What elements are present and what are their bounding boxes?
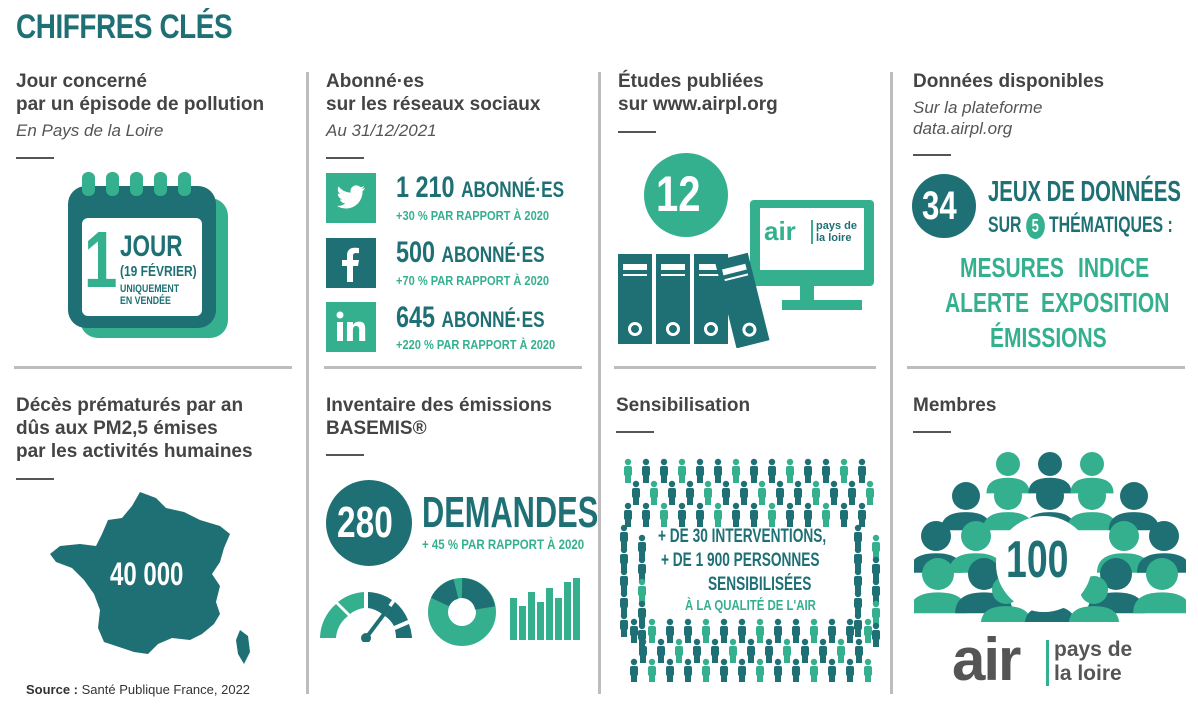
person-icon: [854, 547, 862, 571]
person-icon: [855, 639, 863, 663]
panel-title: [16, 70, 264, 116]
person-icon: [750, 459, 758, 483]
facebook-count: [396, 237, 545, 271]
person-icon: [840, 503, 848, 527]
person-icon: [620, 569, 628, 593]
person-icon: [639, 639, 647, 663]
count-label: ABONNÉ·ES: [441, 242, 545, 267]
person-icon: [638, 601, 646, 625]
person-icon: [854, 613, 862, 637]
divider-dash: [326, 454, 364, 456]
person-icon: [702, 619, 710, 643]
person-icon: [720, 619, 728, 643]
pollution-note: EN VENDÉE: [120, 295, 171, 307]
count-label: ABONNÉ·ES: [441, 307, 545, 332]
source-text: Santé Publique France, 2022: [81, 682, 251, 697]
count-label: ABONNÉ·ES: [461, 177, 565, 202]
person-icon: [650, 481, 658, 505]
person-icon: [858, 503, 866, 527]
title-line: Inventaire des émissions: [326, 395, 552, 416]
awareness-line-1: + DE 30 INTERVENTIONS,: [658, 526, 827, 547]
requests-label: DEMANDES: [422, 488, 599, 537]
person-icon: [738, 659, 746, 682]
person-icon: [828, 619, 836, 643]
person-icon: [854, 525, 862, 549]
person-icon: [854, 591, 862, 615]
person-icon: [666, 619, 674, 643]
person-icon: [756, 619, 764, 643]
bar-chart-icon: [510, 578, 584, 640]
screen-logo-air: air: [764, 216, 796, 246]
deaths-number: 40 000: [110, 556, 184, 592]
person-icon: [620, 613, 628, 637]
datasets-label: JEUX DE DONNÉES: [988, 176, 1181, 208]
person-icon: [630, 659, 638, 682]
person-icon: [720, 659, 728, 682]
person-icon: [747, 639, 755, 663]
title-line: par un épisode de pollution: [16, 94, 265, 115]
person-icon: [638, 535, 646, 559]
gauge-icon: [318, 592, 414, 642]
person-icon: [638, 579, 646, 603]
person-icon: [786, 503, 794, 527]
subtitle-line: Sur la plateforme: [913, 98, 1043, 117]
members-number: 100: [1006, 531, 1069, 589]
person-icon: [722, 481, 730, 505]
divider-dash: [16, 478, 54, 480]
person-icon: [638, 557, 646, 581]
person-icon: [804, 503, 812, 527]
requests-number: 280: [337, 498, 393, 547]
pollution-number: 1: [84, 215, 118, 304]
title-line: sur les réseaux sociaux: [326, 94, 541, 115]
panel-title: [618, 70, 778, 116]
panel-title: [326, 70, 540, 116]
awareness-line-3: SENSIBILISÉES: [708, 574, 812, 595]
panel-subtitle: Au 31/12/2021: [326, 121, 437, 140]
linkedin-growth: +220 % PAR RAPPORT À 2020: [396, 337, 556, 352]
subtitle-line: data.airpl.org: [913, 119, 1013, 138]
divider-dash: [618, 131, 656, 133]
twitter-count: [396, 172, 564, 206]
person-icon: [858, 459, 866, 483]
divider-dash: [913, 431, 951, 433]
panel-pollution: [16, 70, 264, 142]
person-icon: [872, 623, 880, 647]
panel-subtitle: [913, 97, 1104, 139]
person-icon: [837, 639, 845, 663]
person-icon: [632, 481, 640, 505]
person-icon: [828, 659, 836, 682]
panel-studies: [618, 70, 778, 116]
person-icon: [801, 639, 809, 663]
person-icon: [756, 659, 764, 682]
person-icon: [666, 659, 674, 682]
title-line: BASEMIS®: [326, 418, 427, 439]
person-icon: [854, 569, 862, 593]
person-icon: [660, 459, 668, 483]
person-icon: [750, 503, 758, 527]
awareness-line-4: À LA QUALITÉ DE L'AIR: [685, 597, 816, 614]
person-icon: [872, 579, 880, 603]
person-icon: [711, 639, 719, 663]
person-icon: [704, 481, 712, 505]
divider: [324, 366, 582, 369]
person-icon: [714, 459, 722, 483]
datasets-number: 34: [922, 184, 957, 228]
panel-title: Membres: [913, 395, 997, 416]
person-icon: [872, 535, 880, 559]
divider-dash: [16, 157, 54, 159]
person-icon: [794, 481, 802, 505]
pollution-date: (19 FÉVRIER): [120, 263, 197, 280]
source-label: Source :: [26, 682, 79, 697]
title-line: Jour concerné: [16, 71, 147, 92]
person-icon: [648, 619, 656, 643]
person-icon: [830, 481, 838, 505]
requests-growth: + 45 % PAR RAPPORT À 2020: [422, 536, 585, 552]
logo-separator: [1046, 640, 1049, 686]
person-icon: [765, 639, 773, 663]
divider: [907, 366, 1185, 369]
person-icon: [729, 639, 737, 663]
title-line: sur www.airpl.org: [618, 94, 778, 115]
person-icon: [678, 459, 686, 483]
person-icon: [864, 659, 872, 682]
themes-prefix: SUR: [988, 212, 1022, 237]
linkedin-icon[interactable]: [326, 302, 376, 352]
divider: [890, 72, 893, 694]
person-icon: [684, 619, 692, 643]
title-line: Décès prématurés par an: [16, 395, 244, 416]
themes-suffix: THÉMATIQUES :: [1048, 212, 1173, 237]
person-icon: [696, 459, 704, 483]
logo-line: la loire: [1054, 662, 1122, 685]
count: 645: [396, 301, 436, 334]
title-line: Études publiées: [618, 71, 764, 92]
divider-dash: [913, 154, 951, 156]
person-icon: [783, 639, 791, 663]
panel-title: [16, 394, 253, 463]
divider: [614, 366, 876, 369]
panel-data: [913, 70, 1104, 139]
person-icon: [648, 659, 656, 682]
facebook-growth: +70 % PAR RAPPORT À 2020: [396, 273, 550, 288]
person-icon: [786, 459, 794, 483]
title-line: dûs aux PM2,5 émises: [16, 418, 218, 439]
person-icon: [768, 503, 776, 527]
logo-text: [1054, 638, 1132, 686]
person-icon: [657, 639, 665, 663]
divider: [306, 72, 309, 694]
person-icon: [810, 619, 818, 643]
facebook-icon[interactable]: [326, 238, 376, 288]
theme-mesures: MESURES: [960, 252, 1064, 283]
panel-awareness: [616, 394, 750, 417]
donut-chart-icon: [428, 578, 496, 646]
person-icon: [668, 481, 676, 505]
panel-title: Données disponibles: [913, 71, 1105, 92]
pollution-unit: JOUR: [120, 230, 183, 263]
person-icon: [792, 659, 800, 682]
person-icon: [758, 481, 766, 505]
divider-dash: [616, 431, 654, 433]
theme-alerte: ALERTE: [945, 287, 1029, 318]
person-icon: [693, 639, 701, 663]
person-icon: [804, 459, 812, 483]
divider-dash: [326, 157, 364, 159]
panel-social: [326, 70, 540, 142]
member-icon: [1109, 482, 1159, 530]
binders-icon: [614, 196, 884, 348]
person-icon: [774, 619, 782, 643]
person-icon: [624, 503, 632, 527]
pollution-note: UNIQUEMENT: [120, 283, 180, 295]
logo-line: la loire: [816, 232, 852, 244]
person-icon: [675, 639, 683, 663]
person-icon: [714, 503, 722, 527]
person-icon: [846, 619, 854, 643]
theme-emissions: ÉMISSIONS: [990, 322, 1107, 353]
datasets-themes-line: [988, 212, 1173, 239]
person-icon: [812, 481, 820, 505]
member-icon: [941, 482, 991, 530]
person-icon: [660, 503, 668, 527]
logo-line: pays de: [1054, 638, 1133, 661]
twitter-growth: +30 % PAR RAPPORT À 2020: [396, 208, 550, 223]
person-icon: [642, 459, 650, 483]
person-icon: [630, 619, 638, 643]
count: 1 210: [396, 171, 455, 204]
person-icon: [738, 619, 746, 643]
linkedin-count: [396, 302, 545, 336]
divider: [14, 366, 292, 369]
person-icon: [840, 459, 848, 483]
person-icon: [642, 503, 650, 527]
person-icon: [732, 459, 740, 483]
panel-title: [326, 394, 552, 440]
person-icon: [864, 619, 872, 643]
twitter-icon[interactable]: [326, 173, 376, 223]
person-icon: [846, 659, 854, 682]
person-icon: [848, 481, 856, 505]
panel-basemis: [326, 394, 552, 440]
person-icon: [696, 503, 704, 527]
panel-subtitle: En Pays de la Loire: [16, 121, 164, 140]
person-icon: [774, 659, 782, 682]
awareness-line-2: + DE 1 900 PERSONNES: [661, 550, 820, 571]
person-icon: [872, 557, 880, 581]
person-icon: [678, 503, 686, 527]
title-line: par les activités humaines: [16, 441, 253, 462]
person-icon: [768, 459, 776, 483]
theme-indice: INDICE: [1078, 252, 1150, 283]
panel-title: Sensibilisation: [616, 395, 751, 416]
person-icon: [732, 503, 740, 527]
studies-number: 12: [656, 166, 701, 222]
person-icon: [866, 481, 874, 505]
source-note: [26, 682, 250, 697]
theme-exposition: EXPOSITION: [1041, 287, 1170, 318]
page-title: CHIFFRES CLÉS: [16, 8, 233, 46]
person-icon: [776, 481, 784, 505]
person-icon: [740, 481, 748, 505]
themes-count-badge: [1026, 213, 1045, 239]
person-icon: [620, 547, 628, 571]
person-icon: [620, 591, 628, 615]
person-icon: [686, 481, 694, 505]
person-icon: [819, 639, 827, 663]
person-icon: [822, 503, 830, 527]
logo-air: air: [952, 626, 1020, 693]
panel-deaths: [16, 394, 253, 463]
person-icon: [810, 659, 818, 682]
divider: [598, 72, 601, 694]
panel-members: [913, 394, 996, 417]
title-line: Abonné·es: [326, 71, 425, 92]
person-icon: [684, 659, 692, 682]
logo-line: pays de: [816, 220, 857, 232]
screen-logo-text: [811, 220, 857, 244]
person-icon: [624, 459, 632, 483]
themes-count: 5: [1031, 216, 1039, 236]
person-icon: [620, 525, 628, 549]
person-icon: [822, 459, 830, 483]
person-icon: [872, 601, 880, 625]
count: 500: [396, 236, 436, 269]
person-icon: [702, 659, 710, 682]
person-icon: [792, 619, 800, 643]
